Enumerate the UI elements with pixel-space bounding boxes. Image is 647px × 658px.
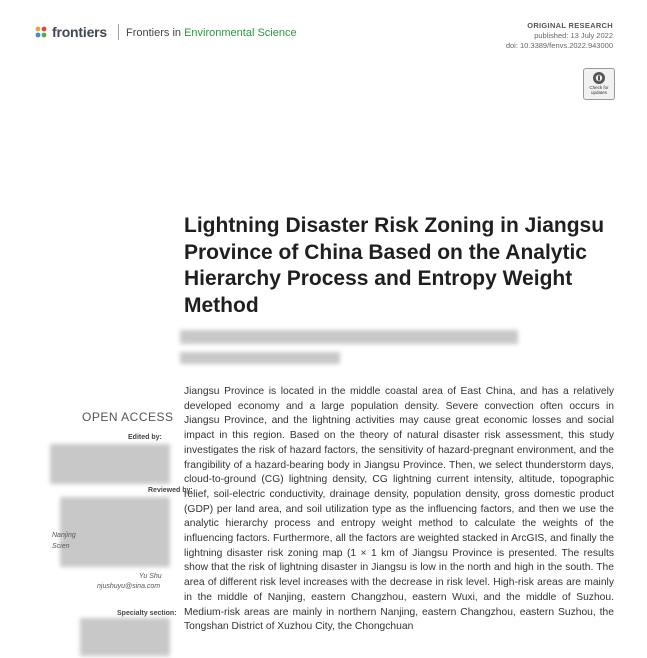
correspondence-affiliation-2: Scien — [52, 543, 70, 550]
check-for-updates-button[interactable] — [583, 68, 615, 100]
reviewed-by-label: Reviewed by: — [148, 487, 193, 494]
specialty-section-label: Specialty section: — [117, 610, 177, 617]
editor-redacted — [50, 444, 170, 484]
article-type: ORIGINAL RESEARCH — [527, 21, 613, 30]
authors-redacted — [180, 330, 518, 344]
frontiers-logo-icon — [34, 25, 48, 39]
journal-prefix: Frontiers in — [126, 27, 185, 39]
article-title: Lightning Disaster Risk Zoning in Jiangsu Province of China Based on the Analytic Hierarchy Process and Entropy Weight Method — [184, 214, 605, 317]
brand-name: frontiers — [52, 24, 107, 40]
doi-link[interactable]: doi: 10.3389/fenvs.2022.943000 — [505, 41, 613, 50]
open-access-label: OPEN ACCESS — [82, 410, 174, 424]
published-date: published: 13 July 2022 — [534, 31, 613, 40]
reviewers-redacted — [60, 497, 170, 567]
specialty-redacted — [80, 618, 170, 656]
check-updates-label: Check for updates — [589, 85, 609, 95]
correspondence-name: Yu Shu — [139, 573, 162, 580]
check-updates-icon — [592, 71, 606, 85]
journal-name[interactable] — [126, 27, 297, 39]
header-divider — [118, 24, 119, 40]
edited-by-label: Edited by: — [128, 434, 162, 441]
correspondence-affiliation: Nanjing — [52, 532, 76, 539]
abstract-text: Jiangsu Province is located in the middle coastal area of East China, and has a relatively developed economy and a large population density. Severe convection often occurs in Jiangsu Province, and the lightning activities may cause great economic losses and social impact in this region. Based on the theory of natural disaster risk assessment, this study investigates the risk of hazard factors, the sensitivity of hazard-pregnant environment, and the frangibility of a hazard-bearing body in Jiangsu Province. Then, we select thunderstorm days, cloud-to-ground (CG) lightning density, CG lightning current intensity, altitude, topographic relief, soil-electric conductivity, drainage density, population density, gross domestic product (GDP) per land area, and soil utilization type as the influencing factors, and then we use the analytic hierarchy process and entropy weight method to calculate the weights of the influencing factors. Furthermore, all the factors are weighted stacked in ArcGIS, and finally the lightning disaster risk zoning map (1 × 1 km of Jiangsu Province is presented. The results show that the risk of lightning disaster in Jiangsu is low in the north and high in the south. The area of different risk level increases with the decrease in risk level. High-risk areas are mainly in the middle of Nanjing, eastern Changzhou, eastern Wuxi, and the middle of Suzhou. Medium-risk areas are mainly in northern Nanjing, eastern Changzhou, eastern Suzhou, the Tongshan District of Xuzhou City, the Chongchuan — [184, 386, 614, 633]
journal-accent: Environmental Science — [184, 27, 297, 39]
correspondence-email[interactable]: njushuyu@sina.com — [97, 583, 161, 590]
affiliations-redacted — [180, 352, 340, 364]
frontiers-logo[interactable] — [34, 22, 107, 42]
